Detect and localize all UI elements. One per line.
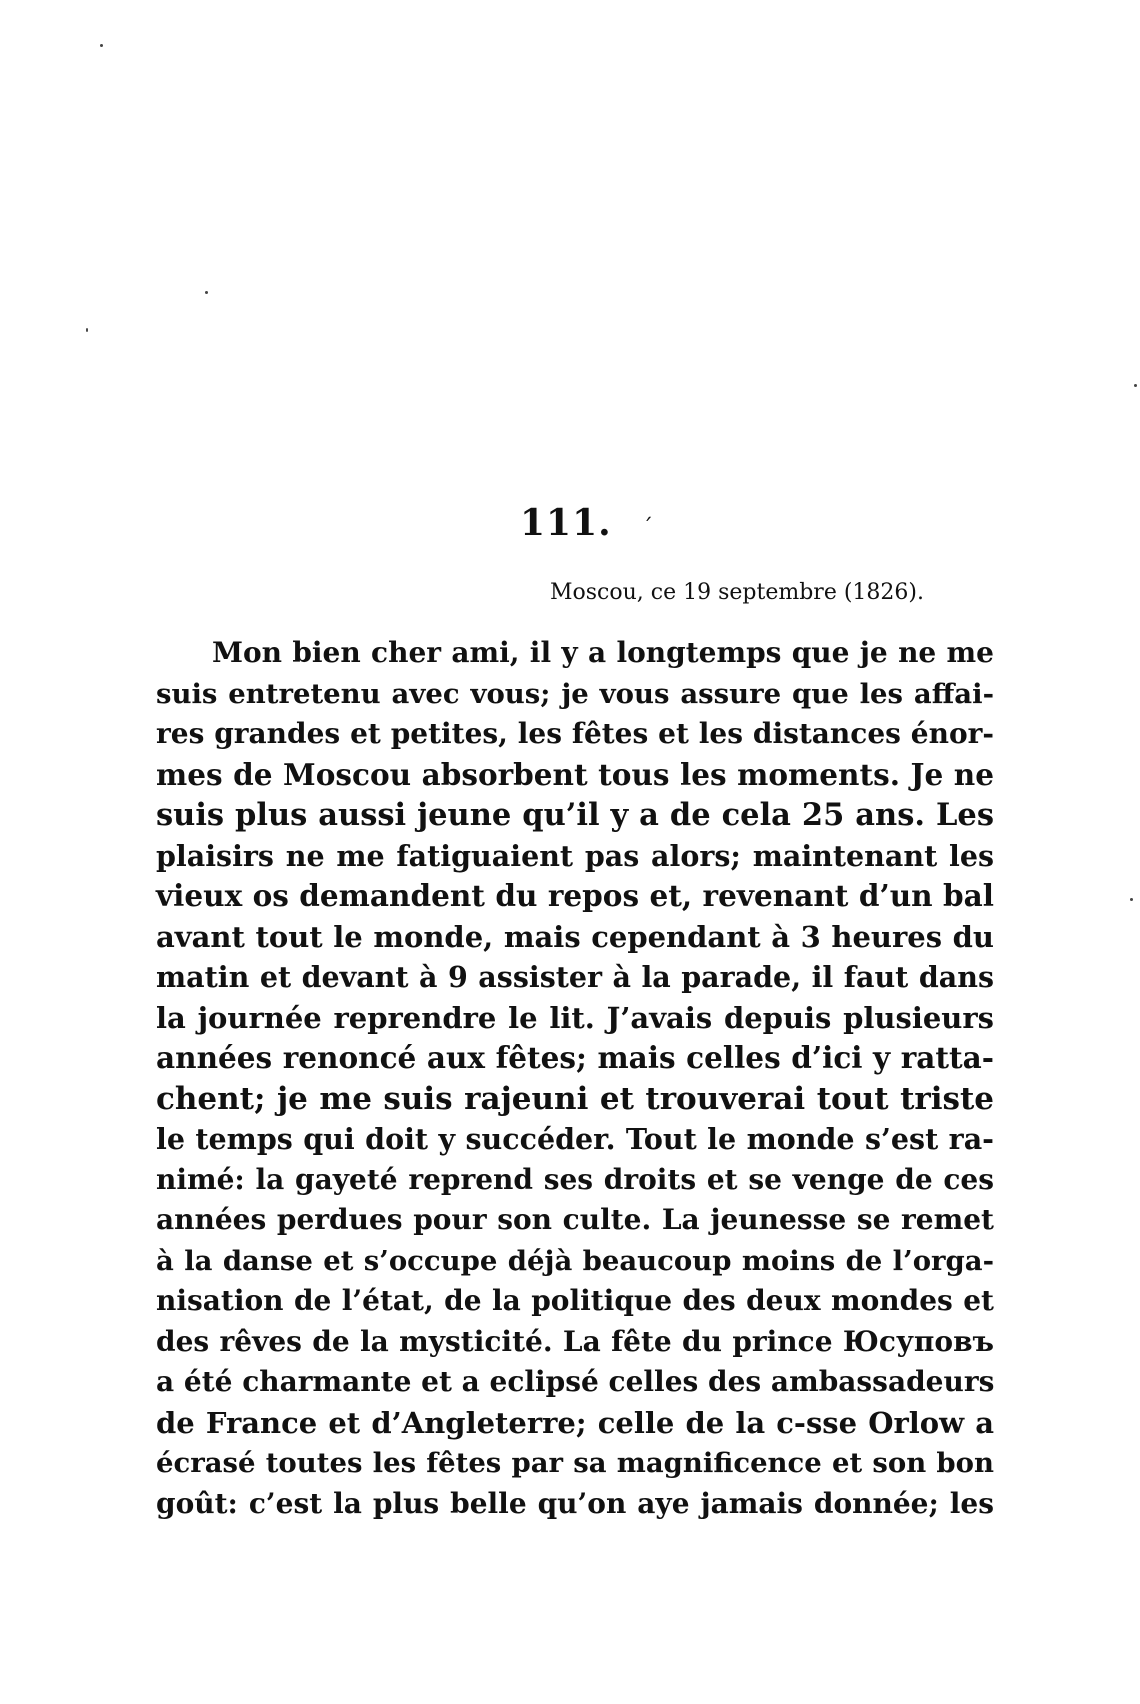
body-line: res grandes et petites, les fêtes et les distances énor- <box>156 717 994 750</box>
scan-speck <box>86 328 88 332</box>
body-line: de France et d’Angleterre; celle de la c-sse Orlow a <box>156 1405 994 1440</box>
letter-number-text: 111. <box>520 502 612 544</box>
body-line: a été charmante et a eclipsé celles des ambassadeurs <box>156 1365 995 1398</box>
body-line: nisation de l’état, de la politique des deux mondes et <box>156 1284 994 1317</box>
stray-mark-icon: ˊ <box>642 516 654 541</box>
body-line: mes de Moscou absorbent tous les moments. Je ne <box>156 756 994 792</box>
body-line: années renoncé aux fêtes; mais celles d’ici y ratta- <box>156 1040 994 1075</box>
letter-number-heading <box>520 502 660 544</box>
body-line: le temps qui doit y succéder. Tout le monde s’est ra- <box>156 1122 994 1156</box>
body-line: suis plus aussi jeune qu’il y a de cela 25 ans. Les <box>156 797 994 833</box>
body-line: à la danse et s’occupe déjà beaucoup moins de l’orga- <box>156 1244 994 1277</box>
body-line: matin et devant à 9 assister à la parade, il faut dans <box>156 960 994 994</box>
letter-body <box>156 633 994 1524</box>
body-line: avant tout le monde, mais cependant à 3 heures du <box>156 919 994 954</box>
letter-dateline: Moscou, ce 19 septembre (1826). <box>550 580 924 605</box>
scan-speck <box>1130 898 1133 901</box>
body-line: chent; je me suis rajeuni et trouverai tout triste <box>156 1080 994 1117</box>
scan-speck <box>205 291 208 294</box>
body-line: plaisirs ne me fatiguaient pas alors; maintenant les <box>156 838 994 873</box>
body-line: suis entretenu avec vous; je vous assure que les affai- <box>156 677 994 710</box>
body-line: années perdues pour son culte. La jeunesse se remet <box>156 1203 994 1236</box>
body-line: écrasé toutes les fêtes par sa magnificence et son bon <box>156 1447 994 1479</box>
body-line: nimé: la gayeté reprend ses droits et se venge de ces <box>156 1162 994 1196</box>
body-line: goût: c’est la plus belle qu’on aye jamais donnée; les <box>156 1486 994 1520</box>
scan-speck <box>100 44 103 47</box>
scan-speck <box>1134 384 1137 387</box>
body-line: Mon bien cher ami, il y a longtemps que je ne me <box>212 636 994 669</box>
body-line: la journée reprendre le lit. J’avais depuis plusieurs <box>156 1000 994 1035</box>
body-line: vieux os demandent du repos et, revenant d’un bal <box>156 878 994 913</box>
body-line: des rêves de la mysticité. La fête du prince Юсуповъ <box>156 1324 994 1358</box>
